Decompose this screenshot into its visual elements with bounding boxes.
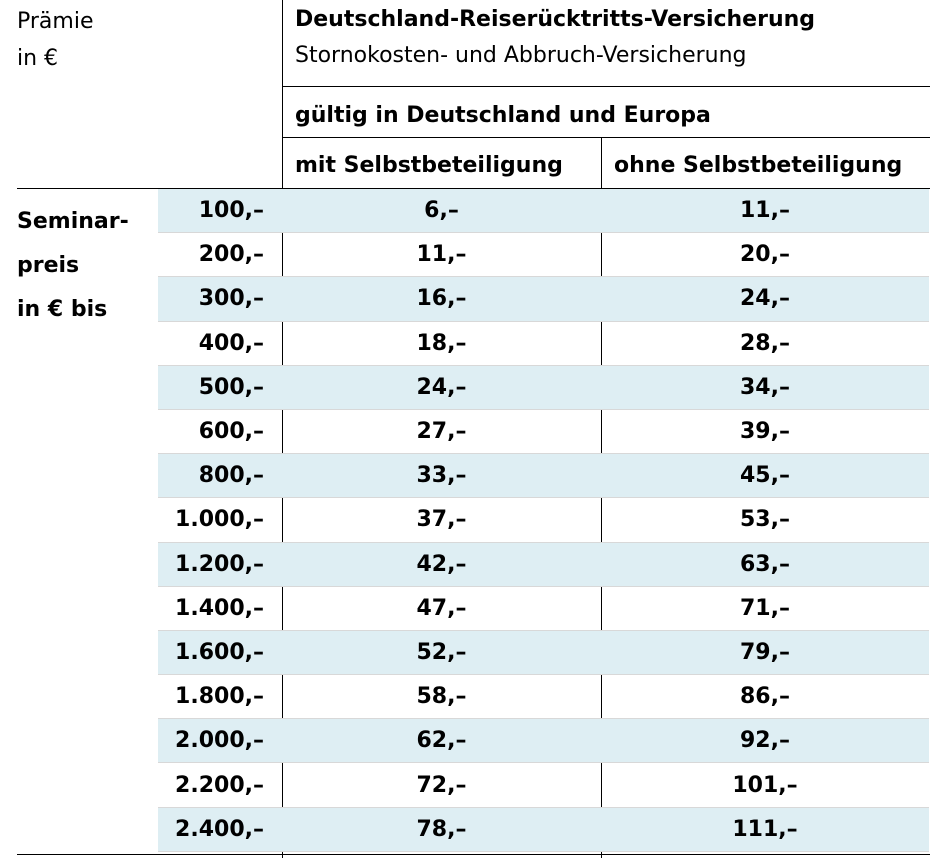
premium-without-deductible-cell: 20,–: [740, 242, 790, 268]
table-row: [158, 189, 929, 233]
premium-without-deductible-cell: 101,–: [732, 772, 798, 798]
table-row: [158, 366, 929, 410]
premium-without-deductible-cell: 79,–: [740, 639, 790, 665]
premium-with-deductible-cell: 16,–: [416, 286, 467, 312]
table-row: [158, 410, 929, 454]
table-row: [158, 454, 929, 498]
premium-with-deductible-cell: 72,–: [416, 772, 467, 798]
table-row: [158, 233, 929, 277]
premium-with-deductible-cell: 52,–: [416, 639, 467, 665]
insurance-subtitle: Stornokosten- und Abbruch-Versicherung: [295, 43, 747, 68]
table-row: [158, 763, 929, 807]
seminar-price-label-line1: Seminar-: [17, 209, 129, 234]
seminar-price-cell: 1.000,–: [175, 507, 264, 533]
seminar-price-cell: 1.400,–: [175, 595, 264, 621]
table-row: [158, 719, 929, 763]
scope-bottom-rule: [282, 137, 930, 138]
seminar-price-cell: 2.000,–: [175, 728, 264, 754]
seminar-price-cell: 300,–: [198, 286, 264, 312]
validity-scope: gültig in Deutschland und Europa: [295, 103, 711, 128]
premium-with-deductible-cell: 24,–: [416, 374, 467, 400]
table-row: [158, 498, 929, 542]
premium-header-line1: Prämie: [17, 9, 94, 34]
seminar-price-cell: 2.200,–: [175, 772, 264, 798]
premium-with-deductible-cell: 42,–: [416, 551, 467, 577]
seminar-price-cell: 200,–: [198, 242, 264, 268]
premium-without-deductible-cell: 53,–: [740, 507, 790, 533]
premium-with-deductible-cell: 11,–: [416, 242, 467, 268]
premium-with-deductible-cell: 78,–: [416, 816, 467, 842]
insurance-title: Deutschland-Reiserücktritts-Versicherung: [295, 7, 816, 32]
seminar-price-cell: 500,–: [198, 374, 264, 400]
table-row: [158, 808, 929, 852]
premium-with-deductible-cell: 62,–: [416, 728, 467, 754]
premium-without-deductible-cell: 63,–: [740, 551, 790, 577]
premium-without-deductible-cell: 24,–: [740, 286, 790, 312]
premium-without-deductible-cell: 34,–: [740, 374, 790, 400]
seminar-price-cell: 1.800,–: [175, 684, 264, 710]
seminar-price-cell: 100,–: [198, 198, 264, 224]
seminar-price-cell: 800,–: [198, 463, 264, 489]
premium-without-deductible-cell: 28,–: [740, 330, 790, 356]
premium-without-deductible-cell: 71,–: [740, 595, 790, 621]
premium-with-deductible-cell: 18,–: [416, 330, 467, 356]
premium-rows: [158, 189, 929, 852]
premium-without-deductible-cell: 11,–: [740, 198, 790, 224]
premium-with-deductible-cell: 37,–: [416, 507, 467, 533]
premium-without-deductible-cell: 45,–: [740, 463, 790, 489]
table-row: [158, 675, 929, 719]
premium-header-label: [17, 3, 93, 77]
table-row: [158, 631, 929, 675]
premium-with-deductible-cell: 47,–: [416, 595, 467, 621]
title-bottom-rule: [282, 86, 930, 87]
premium-without-deductible-cell: 39,–: [740, 419, 790, 445]
premium-with-deductible-cell: 6,–: [424, 198, 459, 224]
table-bottom-rule: [17, 854, 930, 855]
seminar-price-cell: 1.200,–: [175, 551, 264, 577]
table-row: [158, 543, 929, 587]
premium-with-deductible-cell: 58,–: [416, 684, 467, 710]
column-header-without-deductible: ohne Selbstbeteiligung: [614, 153, 903, 178]
seminar-price-cell: 600,–: [198, 419, 264, 445]
premium-header-line2: in €: [17, 46, 59, 71]
seminar-price-cell: 2.400,–: [175, 816, 264, 842]
seminar-price-label-line3: in € bis: [17, 297, 108, 322]
premium-without-deductible-cell: 92,–: [740, 728, 790, 754]
seminar-price-cell: 400,–: [198, 330, 264, 356]
table-row: [158, 322, 929, 366]
column-header-with-deductible: mit Selbstbeteiligung: [295, 153, 563, 178]
premium-without-deductible-cell: 111,–: [732, 816, 798, 842]
table-row: [158, 277, 929, 321]
premium-without-deductible-cell: 86,–: [740, 684, 790, 710]
table-row: [158, 587, 929, 631]
premium-with-deductible-cell: 27,–: [416, 419, 467, 445]
seminar-price-label: [17, 200, 129, 332]
seminar-price-cell: 1.600,–: [175, 639, 264, 665]
seminar-price-label-line2: preis: [17, 253, 80, 278]
premium-with-deductible-cell: 33,–: [416, 463, 467, 489]
